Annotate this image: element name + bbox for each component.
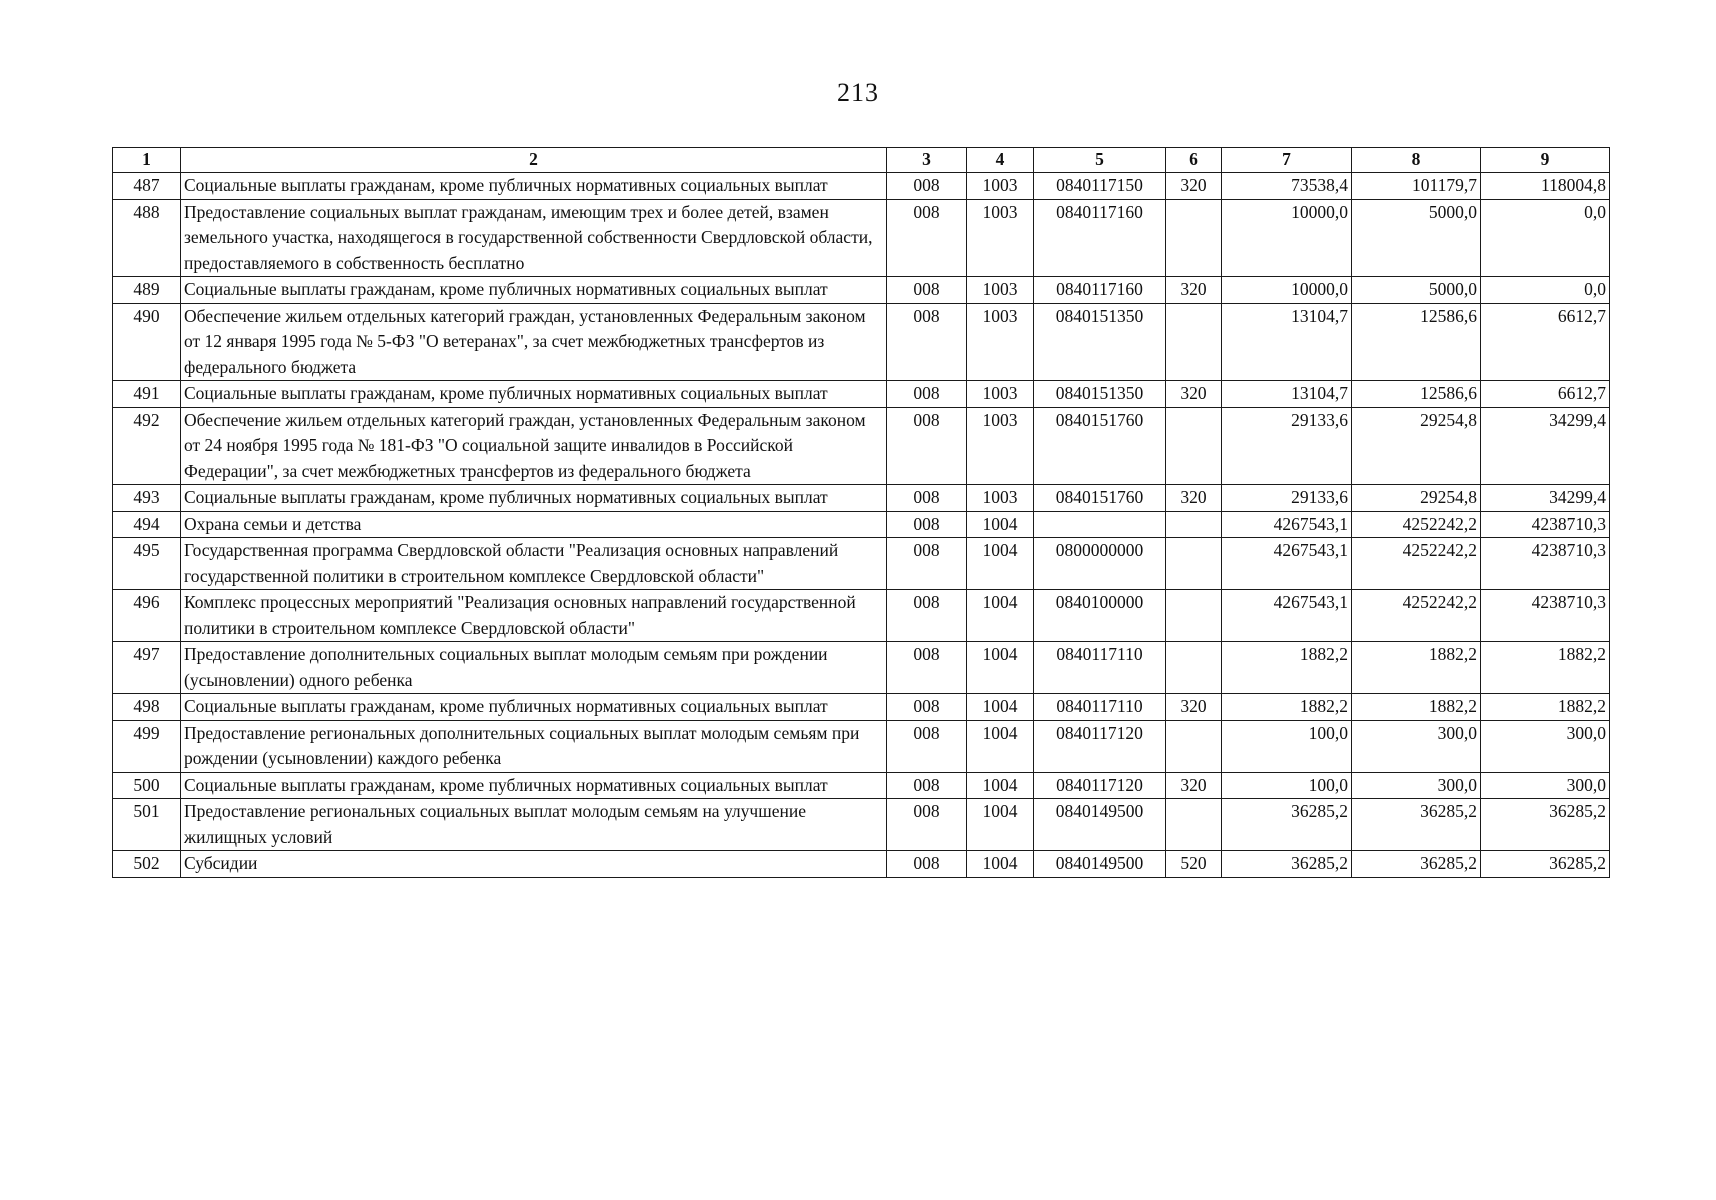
amount-col8-cell: 12586,6 bbox=[1352, 303, 1481, 381]
amount-col7-cell: 29133,6 bbox=[1222, 485, 1352, 512]
department-code-cell: 008 bbox=[887, 199, 967, 277]
table-row bbox=[113, 511, 1610, 538]
item-name-cell: Предоставление социальных выплат гражданам, имеющим трех и более детей, взамен земельного участка, находящегося в государственной собственности Свердловской области, предоставляемого в собственность бесплатно bbox=[181, 199, 887, 277]
column-header: 1 bbox=[113, 148, 181, 173]
department-code-cell: 008 bbox=[887, 303, 967, 381]
amount-col9-cell: 0,0 bbox=[1481, 277, 1610, 304]
amount-col8-cell: 1882,2 bbox=[1352, 642, 1481, 694]
row-number-cell: 494 bbox=[113, 511, 181, 538]
table-row bbox=[113, 720, 1610, 772]
column-header: 6 bbox=[1166, 148, 1222, 173]
expense-type-cell bbox=[1166, 511, 1222, 538]
amount-col9-cell: 300,0 bbox=[1481, 772, 1610, 799]
column-header: 9 bbox=[1481, 148, 1610, 173]
department-code-cell: 008 bbox=[887, 799, 967, 851]
table-row bbox=[113, 485, 1610, 512]
item-name-cell: Социальные выплаты гражданам, кроме публичных нормативных социальных выплат bbox=[181, 173, 887, 200]
row-number-cell: 499 bbox=[113, 720, 181, 772]
target-article-cell bbox=[1034, 511, 1166, 538]
column-header: 2 bbox=[181, 148, 887, 173]
target-article-cell: 0800000000 bbox=[1034, 538, 1166, 590]
section-code-cell: 1004 bbox=[967, 511, 1034, 538]
row-number-cell: 500 bbox=[113, 772, 181, 799]
expense-type-cell bbox=[1166, 720, 1222, 772]
department-code-cell: 008 bbox=[887, 381, 967, 408]
target-article-cell: 0840117110 bbox=[1034, 642, 1166, 694]
table-row bbox=[113, 381, 1610, 408]
expense-type-cell bbox=[1166, 538, 1222, 590]
section-code-cell: 1004 bbox=[967, 720, 1034, 772]
amount-col9-cell: 34299,4 bbox=[1481, 485, 1610, 512]
page-number: 213 bbox=[837, 78, 879, 107]
amount-col8-cell: 12586,6 bbox=[1352, 381, 1481, 408]
item-name-cell: Социальные выплаты гражданам, кроме публичных нормативных социальных выплат bbox=[181, 772, 887, 799]
section-code-cell: 1004 bbox=[967, 538, 1034, 590]
amount-col7-cell: 36285,2 bbox=[1222, 799, 1352, 851]
item-name-cell: Охрана семьи и детства bbox=[181, 511, 887, 538]
column-header: 7 bbox=[1222, 148, 1352, 173]
target-article-cell: 0840149500 bbox=[1034, 799, 1166, 851]
section-code-cell: 1004 bbox=[967, 851, 1034, 878]
expense-type-cell: 320 bbox=[1166, 381, 1222, 408]
header-row bbox=[113, 148, 1610, 173]
expense-type-cell: 320 bbox=[1166, 772, 1222, 799]
item-name-cell: Обеспечение жильем отдельных категорий граждан, установленных Федеральным законом от 24 ноября 1995 года № 181-ФЗ "О социальной защите инвалидов в Российской Федерации", за счет межбюджетных трансфертов из федерального бюджета bbox=[181, 407, 887, 485]
department-code-cell: 008 bbox=[887, 277, 967, 304]
expense-type-cell bbox=[1166, 407, 1222, 485]
amount-col8-cell: 5000,0 bbox=[1352, 277, 1481, 304]
section-code-cell: 1003 bbox=[967, 173, 1034, 200]
row-number-cell: 498 bbox=[113, 694, 181, 721]
amount-col8-cell: 101179,7 bbox=[1352, 173, 1481, 200]
amount-col8-cell: 5000,0 bbox=[1352, 199, 1481, 277]
section-code-cell: 1003 bbox=[967, 199, 1034, 277]
row-number-cell: 501 bbox=[113, 799, 181, 851]
amount-col9-cell: 6612,7 bbox=[1481, 303, 1610, 381]
expense-type-cell bbox=[1166, 642, 1222, 694]
item-name-cell: Субсидии bbox=[181, 851, 887, 878]
expense-type-cell: 520 bbox=[1166, 851, 1222, 878]
table-row bbox=[113, 851, 1610, 878]
item-name-cell: Комплекс процессных мероприятий "Реализация основных направлений государственной политики в строительном комплексе Свердловской области" bbox=[181, 590, 887, 642]
amount-col7-cell: 10000,0 bbox=[1222, 277, 1352, 304]
table-row bbox=[113, 538, 1610, 590]
table-row bbox=[113, 590, 1610, 642]
row-number-cell: 496 bbox=[113, 590, 181, 642]
column-header: 3 bbox=[887, 148, 967, 173]
column-header: 4 bbox=[967, 148, 1034, 173]
target-article-cell: 0840151350 bbox=[1034, 381, 1166, 408]
target-article-cell: 0840149500 bbox=[1034, 851, 1166, 878]
amount-col8-cell: 4252242,2 bbox=[1352, 590, 1481, 642]
amount-col9-cell: 6612,7 bbox=[1481, 381, 1610, 408]
item-name-cell: Социальные выплаты гражданам, кроме публичных нормативных социальных выплат bbox=[181, 381, 887, 408]
amount-col9-cell: 36285,2 bbox=[1481, 851, 1610, 878]
department-code-cell: 008 bbox=[887, 694, 967, 721]
row-number-cell: 488 bbox=[113, 199, 181, 277]
section-code-cell: 1003 bbox=[967, 277, 1034, 304]
expense-type-cell bbox=[1166, 590, 1222, 642]
section-code-cell: 1004 bbox=[967, 694, 1034, 721]
target-article-cell: 0840117120 bbox=[1034, 772, 1166, 799]
amount-col7-cell: 4267543,1 bbox=[1222, 590, 1352, 642]
section-code-cell: 1004 bbox=[967, 590, 1034, 642]
table-row bbox=[113, 642, 1610, 694]
amount-col8-cell: 29254,8 bbox=[1352, 407, 1481, 485]
amount-col7-cell: 73538,4 bbox=[1222, 173, 1352, 200]
expense-type-cell bbox=[1166, 303, 1222, 381]
target-article-cell: 0840117120 bbox=[1034, 720, 1166, 772]
section-code-cell: 1004 bbox=[967, 772, 1034, 799]
amount-col9-cell: 1882,2 bbox=[1481, 642, 1610, 694]
amount-col7-cell: 29133,6 bbox=[1222, 407, 1352, 485]
table-row bbox=[113, 772, 1610, 799]
expense-type-cell: 320 bbox=[1166, 277, 1222, 304]
row-number-cell: 491 bbox=[113, 381, 181, 408]
item-name-cell: Предоставление дополнительных социальных выплат молодым семьям при рождении (усыновлении) одного ребенка bbox=[181, 642, 887, 694]
target-article-cell: 0840117150 bbox=[1034, 173, 1166, 200]
amount-col8-cell: 36285,2 bbox=[1352, 799, 1481, 851]
amount-col7-cell: 36285,2 bbox=[1222, 851, 1352, 878]
amount-col8-cell: 300,0 bbox=[1352, 772, 1481, 799]
row-number-cell: 495 bbox=[113, 538, 181, 590]
item-name-cell: Предоставление региональных дополнительных социальных выплат молодым семьям при рождении (усыновлении) каждого ребенка bbox=[181, 720, 887, 772]
amount-col7-cell: 1882,2 bbox=[1222, 694, 1352, 721]
amount-col7-cell: 1882,2 bbox=[1222, 642, 1352, 694]
department-code-cell: 008 bbox=[887, 590, 967, 642]
amount-col9-cell: 34299,4 bbox=[1481, 407, 1610, 485]
department-code-cell: 008 bbox=[887, 173, 967, 200]
section-code-cell: 1004 bbox=[967, 799, 1034, 851]
table-row bbox=[113, 694, 1610, 721]
department-code-cell: 008 bbox=[887, 851, 967, 878]
expense-type-cell: 320 bbox=[1166, 485, 1222, 512]
target-article-cell: 0840100000 bbox=[1034, 590, 1166, 642]
amount-col7-cell: 100,0 bbox=[1222, 772, 1352, 799]
amount-col7-cell: 13104,7 bbox=[1222, 381, 1352, 408]
row-number-cell: 492 bbox=[113, 407, 181, 485]
target-article-cell: 0840151350 bbox=[1034, 303, 1166, 381]
item-name-cell: Социальные выплаты гражданам, кроме публичных нормативных социальных выплат bbox=[181, 277, 887, 304]
expense-type-cell bbox=[1166, 199, 1222, 277]
amount-col8-cell: 36285,2 bbox=[1352, 851, 1481, 878]
row-number-cell: 487 bbox=[113, 173, 181, 200]
row-number-cell: 502 bbox=[113, 851, 181, 878]
row-number-cell: 489 bbox=[113, 277, 181, 304]
amount-col7-cell: 13104,7 bbox=[1222, 303, 1352, 381]
target-article-cell: 0840117160 bbox=[1034, 199, 1166, 277]
target-article-cell: 0840117110 bbox=[1034, 694, 1166, 721]
row-number-cell: 497 bbox=[113, 642, 181, 694]
expense-type-cell bbox=[1166, 799, 1222, 851]
amount-col9-cell: 4238710,3 bbox=[1481, 590, 1610, 642]
column-header: 8 bbox=[1352, 148, 1481, 173]
amount-col7-cell: 4267543,1 bbox=[1222, 538, 1352, 590]
amount-col7-cell: 100,0 bbox=[1222, 720, 1352, 772]
item-name-cell: Социальные выплаты гражданам, кроме публичных нормативных социальных выплат bbox=[181, 485, 887, 512]
amount-col9-cell: 4238710,3 bbox=[1481, 538, 1610, 590]
amount-col9-cell: 1882,2 bbox=[1481, 694, 1610, 721]
amount-col9-cell: 118004,8 bbox=[1481, 173, 1610, 200]
item-name-cell: Государственная программа Свердловской области "Реализация основных направлений государственной политики в строительном комплексе Свердловской области" bbox=[181, 538, 887, 590]
section-code-cell: 1003 bbox=[967, 303, 1034, 381]
row-number-cell: 493 bbox=[113, 485, 181, 512]
target-article-cell: 0840151760 bbox=[1034, 485, 1166, 512]
amount-col9-cell: 36285,2 bbox=[1481, 799, 1610, 851]
table-row bbox=[113, 799, 1610, 851]
department-code-cell: 008 bbox=[887, 538, 967, 590]
item-name-cell: Предоставление региональных социальных выплат молодым семьям на улучшение жилищных условий bbox=[181, 799, 887, 851]
row-number-cell: 490 bbox=[113, 303, 181, 381]
amount-col8-cell: 4252242,2 bbox=[1352, 511, 1481, 538]
target-article-cell: 0840117160 bbox=[1034, 277, 1166, 304]
table-row bbox=[113, 407, 1610, 485]
amount-col9-cell: 4238710,3 bbox=[1481, 511, 1610, 538]
expense-type-cell: 320 bbox=[1166, 694, 1222, 721]
department-code-cell: 008 bbox=[887, 511, 967, 538]
target-article-cell: 0840151760 bbox=[1034, 407, 1166, 485]
amount-col8-cell: 4252242,2 bbox=[1352, 538, 1481, 590]
department-code-cell: 008 bbox=[887, 407, 967, 485]
item-name-cell: Социальные выплаты гражданам, кроме публичных нормативных социальных выплат bbox=[181, 694, 887, 721]
expense-type-cell: 320 bbox=[1166, 173, 1222, 200]
amount-col9-cell: 0,0 bbox=[1481, 199, 1610, 277]
department-code-cell: 008 bbox=[887, 720, 967, 772]
table-row bbox=[113, 277, 1610, 304]
department-code-cell: 008 bbox=[887, 642, 967, 694]
amount-col7-cell: 4267543,1 bbox=[1222, 511, 1352, 538]
budget-table bbox=[112, 147, 1610, 878]
table-row bbox=[113, 173, 1610, 200]
section-code-cell: 1004 bbox=[967, 642, 1034, 694]
section-code-cell: 1003 bbox=[967, 381, 1034, 408]
department-code-cell: 008 bbox=[887, 485, 967, 512]
amount-col8-cell: 300,0 bbox=[1352, 720, 1481, 772]
table-row bbox=[113, 303, 1610, 381]
department-code-cell: 008 bbox=[887, 772, 967, 799]
section-code-cell: 1003 bbox=[967, 485, 1034, 512]
table-body bbox=[113, 173, 1610, 878]
item-name-cell: Обеспечение жильем отдельных категорий граждан, установленных Федеральным законом от 12 января 1995 года № 5-ФЗ "О ветеранах", за счет межбюджетных трансфертов из федерального бюджета bbox=[181, 303, 887, 381]
section-code-cell: 1003 bbox=[967, 407, 1034, 485]
amount-col8-cell: 29254,8 bbox=[1352, 485, 1481, 512]
table-row bbox=[113, 199, 1610, 277]
amount-col8-cell: 1882,2 bbox=[1352, 694, 1481, 721]
amount-col9-cell: 300,0 bbox=[1481, 720, 1610, 772]
column-header: 5 bbox=[1034, 148, 1166, 173]
amount-col7-cell: 10000,0 bbox=[1222, 199, 1352, 277]
